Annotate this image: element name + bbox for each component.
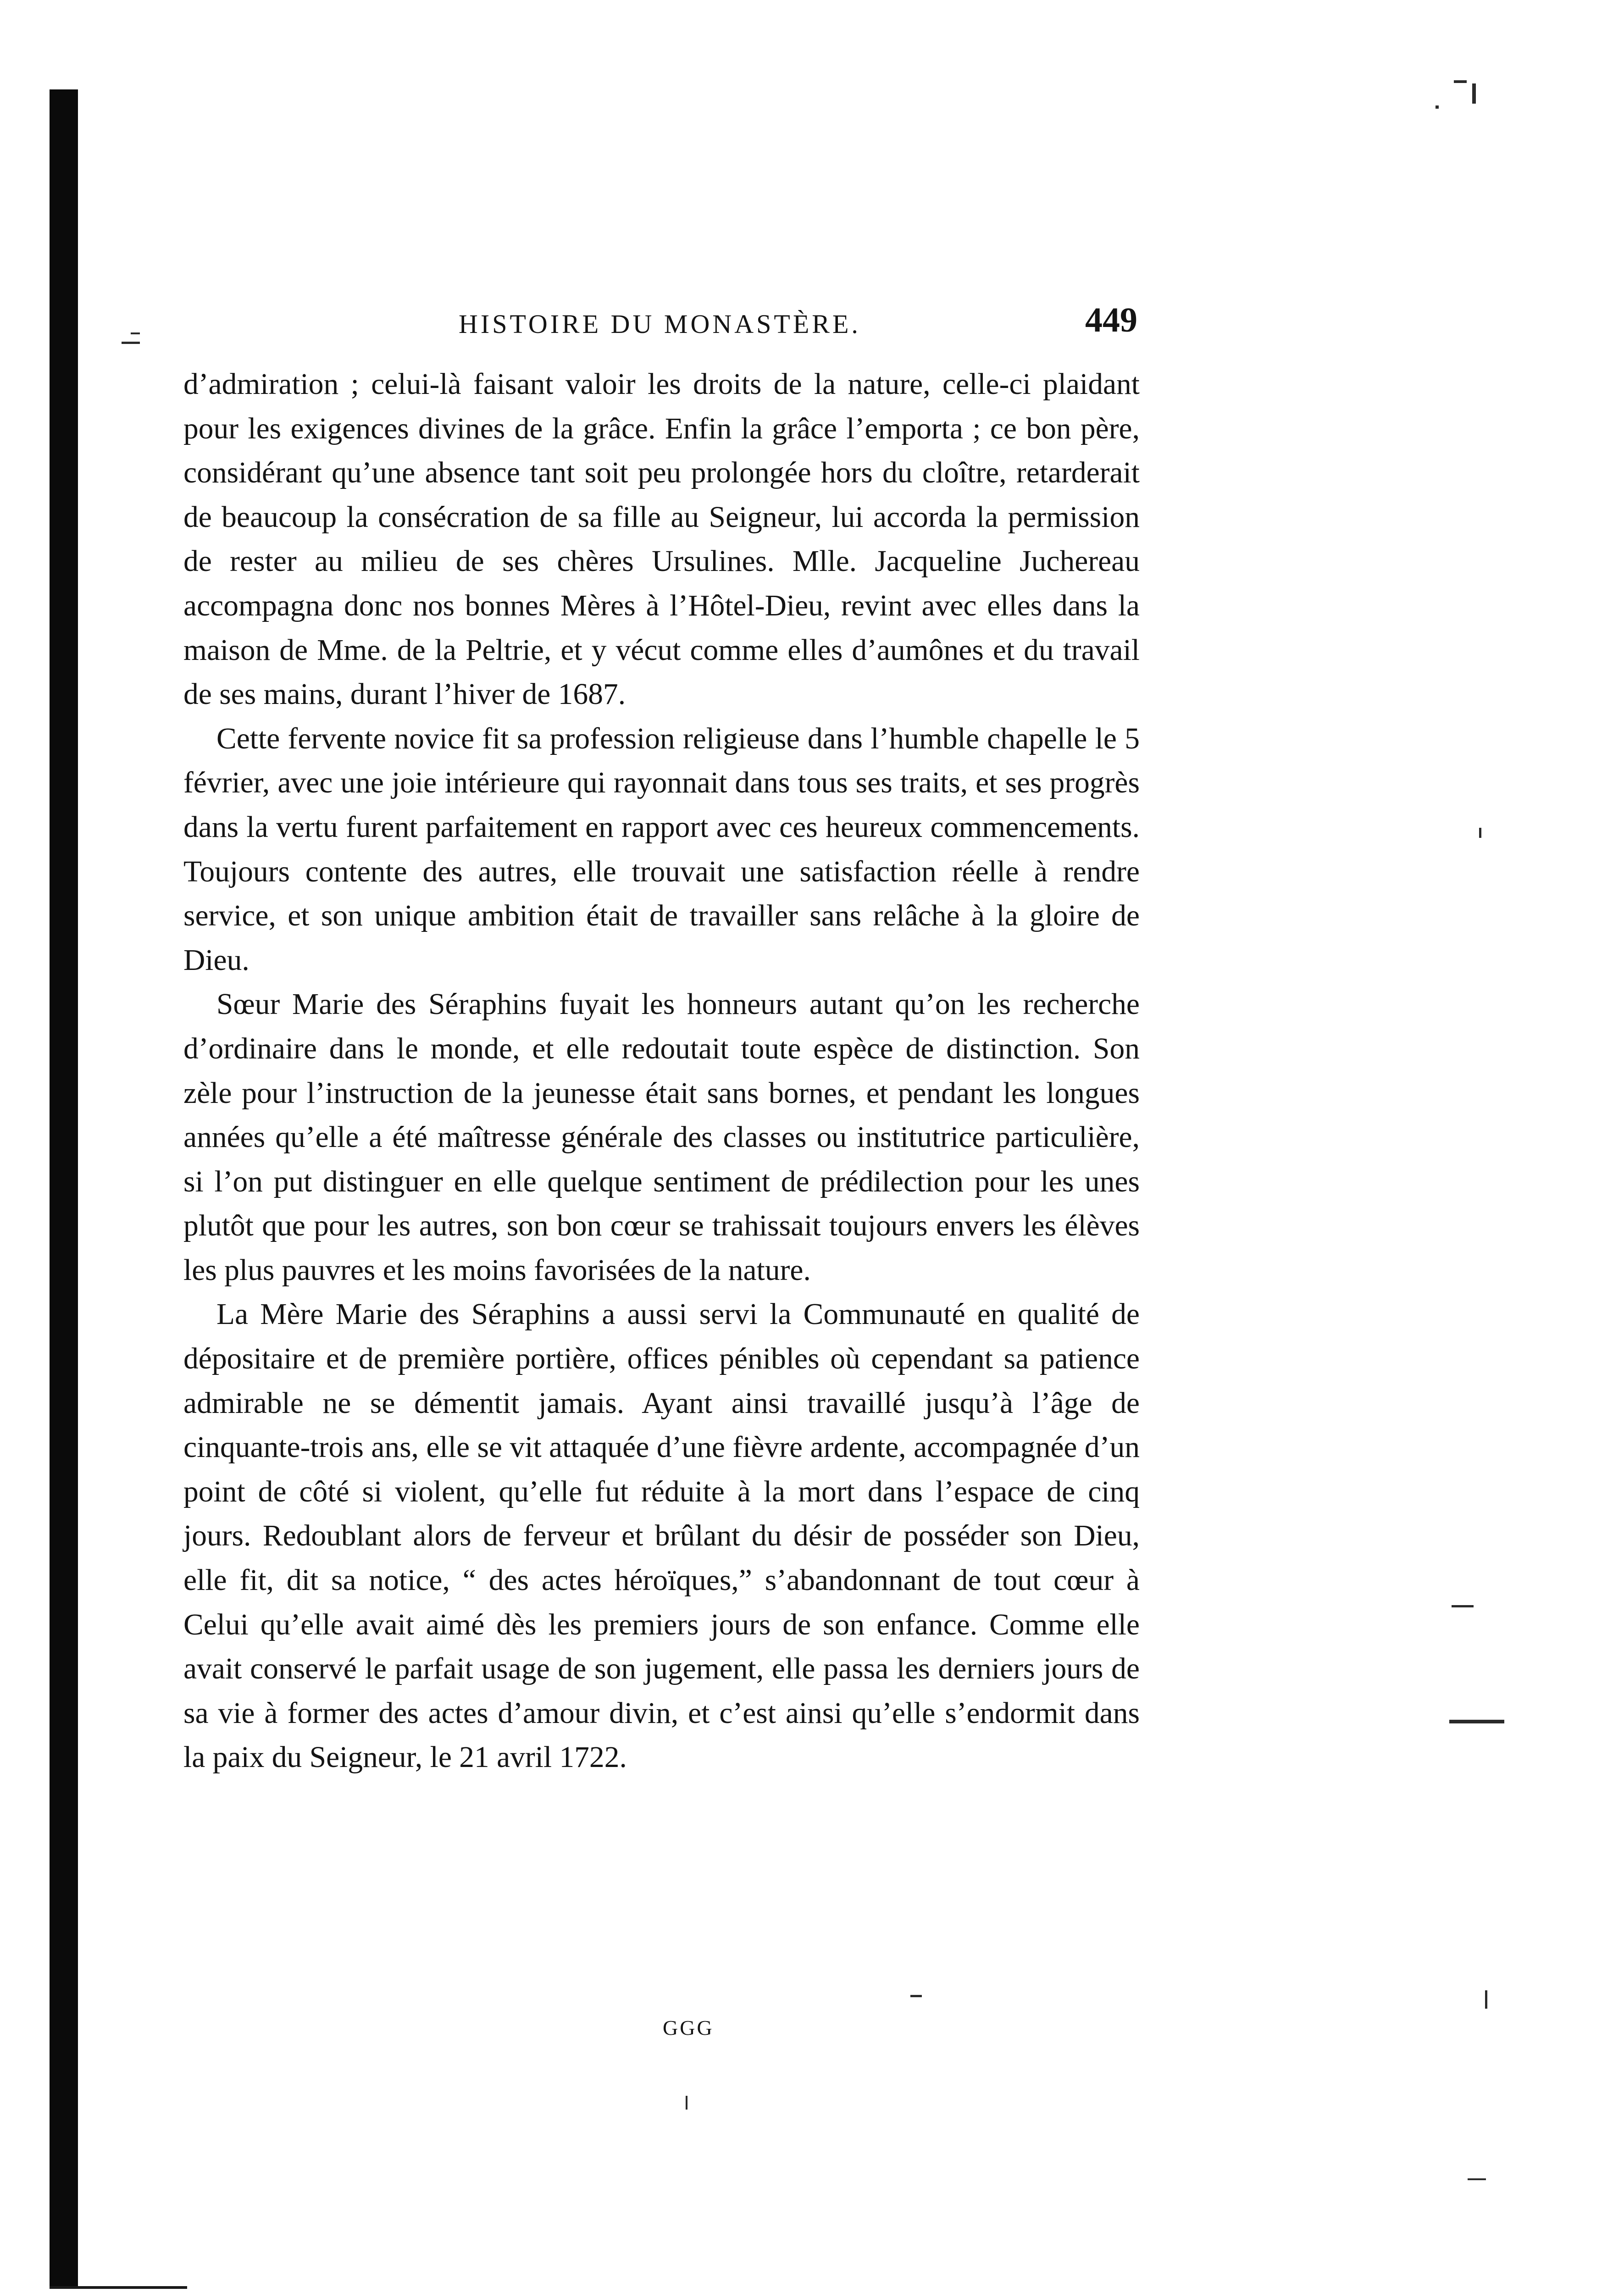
binding-gutter-shadow	[50, 89, 78, 2286]
scan-speck	[1454, 80, 1467, 83]
running-title: HISTOIRE DU MONASTÈRE.	[459, 309, 861, 339]
scan-speck	[1485, 1990, 1487, 2009]
scan-speck	[1479, 828, 1481, 838]
scan-speck	[910, 1995, 922, 1997]
scan-speck	[1436, 105, 1439, 109]
scan-speck	[131, 332, 140, 334]
paragraph: Cette fervente novice fit sa profession religieuse dans l’humble chapelle le 5 février, avec une joie intérieure qui rayonnait dans tous ses traits, et ses progrès dans la vertu furent parfaitement en rapport avec ces heureux commencements. Toujours contente des autres, elle trouvait une satisfaction réelle à rendre service, et son unique ambition était de travailler sans relâche à la gloire de Dieu.	[183, 722, 1140, 977]
signature-mark: GGG	[663, 2016, 714, 2039]
binding-gutter-foot	[50, 2286, 187, 2289]
scan-speck	[122, 342, 140, 344]
body-text	[183, 362, 1140, 1780]
page-header	[183, 300, 1137, 346]
scan-speck	[686, 2096, 687, 2110]
paragraph: d’admiration ; celui-là faisant valoir les droits de la nature, celle-ci plaidant pour les exigences divines de la grâce. Enfin la grâce l’emporta ; ce bon père, considérant qu’une absence tant soit peu prolongée hors du cloître, retarderait de beaucoup la consécration de sa fille au Seigneur, lui accorda la permission de rester au milieu de ses chères Ursulines. Mlle. Jacqueline Juchereau accompagna donc nos bonnes Mères à l’Hôtel-Dieu, revint avec elles dans la maison de Mme. de la Peltrie, et y vécut comme elles d’aumônes et du travail de ses mains, durant l’hiver de 1687.	[183, 368, 1140, 711]
scan-speck	[1452, 1605, 1474, 1607]
scan-speck	[1472, 83, 1476, 104]
scan-speck	[1449, 1720, 1504, 1723]
paragraph: Sœur Marie des Séraphins fuyait les honneurs autant qu’on les recherche d’ordinaire dans le monde, et elle redoutait toute espèce de distinction. Son zèle pour l’instruction de la jeunesse était sans bornes, et pendant les longues années qu’elle a été maîtresse générale des classes ou institutrice particulière, si l’on put distinguer en elle quelque sentiment de prédilection pour les unes plutôt que pour les autres, son bon cœur se trahissait toujours envers les élèves les plus pauvres et les moins favorisées de la nature.	[183, 988, 1140, 1287]
paragraph: La Mère Marie des Séraphins a aussi servi la Communauté en qualité de dépositaire et de première portière, offices pénibles où cependant sa patience admirable ne se démentit jamais. Ayant ainsi travaillé jusqu’à l’âge de cinquante-trois ans, elle se vit attaquée d’une fièvre ardente, accompagnée d’un point de côté si violent, qu’elle fut réduite à la mort dans l’espace de cinq jours. Redoublant alors de ferveur et brûlant du désir de posséder son Dieu, elle fit, dit sa notice, “ des actes héroïques,” s’abandonnant de tout cœur à Celui qu’elle avait aimé dès les premiers jours de son enfance. Comme elle avait conservé le parfait usage de son jugement, elle passa les derniers jours de sa vie à former des actes d’amour divin, et c’est ainsi qu’elle s’endormit dans la paix du Seigneur, le 21 avril 1722.	[183, 1298, 1140, 1774]
page-number: 449	[1085, 301, 1137, 339]
scan-speck	[1468, 2178, 1486, 2180]
